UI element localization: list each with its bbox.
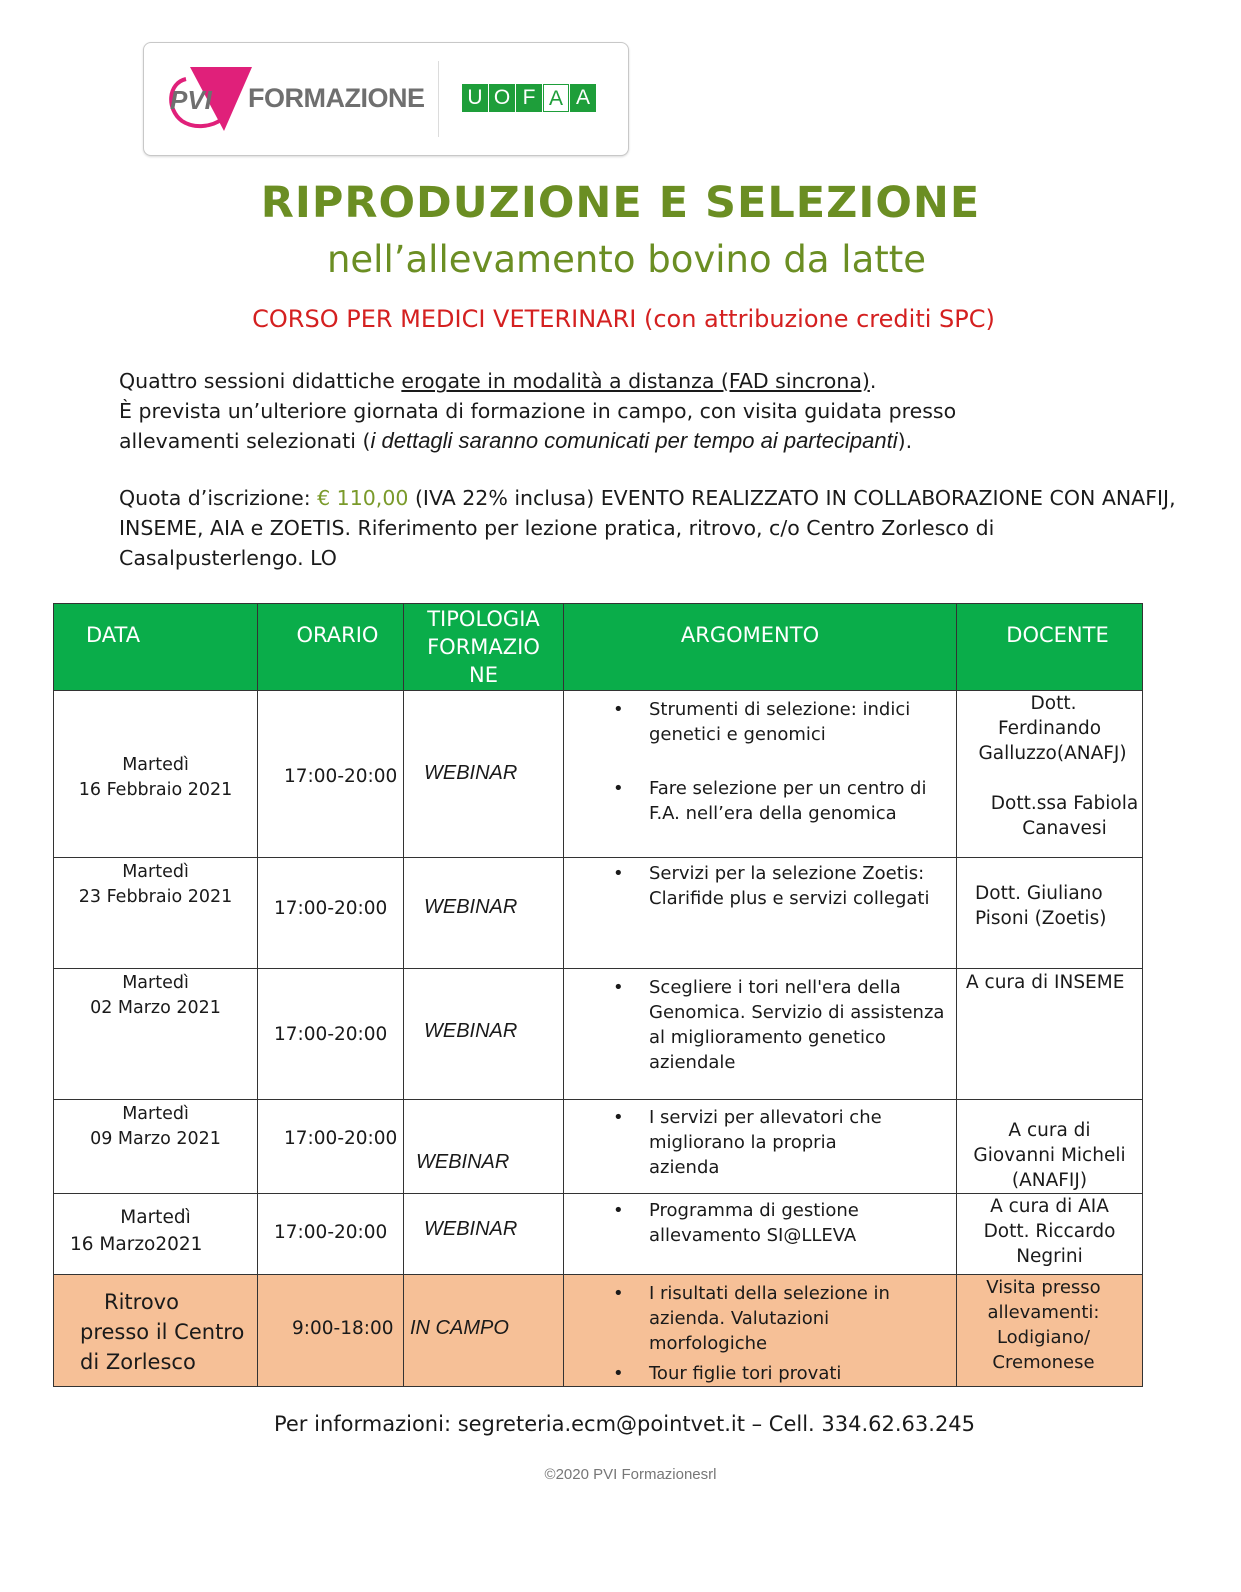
schedule-table xyxy=(53,603,1143,1387)
table-row xyxy=(54,691,1143,858)
cell-data: Martedì 09 Marzo 2021 xyxy=(54,1100,258,1194)
list-item: • Servizi per la selezione Zoetis: Clarifide plus e servizi collegati xyxy=(649,861,956,911)
cell-tipo: IN CAMPO xyxy=(404,1275,564,1387)
cell-docente: Dott. Ferdinando Galluzzo(ANAFJ) Dott.ssa Fabiola Canavesi xyxy=(957,691,1143,858)
intro-text: Quattro sessioni didattiche xyxy=(119,369,402,393)
cell-data: Martedì 16 Febbraio 2021 xyxy=(54,691,258,858)
table-row xyxy=(54,1194,1143,1275)
table-row xyxy=(54,1275,1143,1387)
cell-docente: Visita presso allevamenti: Lodigiano/ Cremonese xyxy=(957,1275,1143,1387)
quota-label: Quota d’iscrizione: xyxy=(119,486,318,510)
logo-formazione: FORMAZIONE xyxy=(248,83,425,113)
cell-tipo: WEBINAR xyxy=(404,858,564,969)
uofaa-letter: F xyxy=(516,84,542,112)
page-title: RIPRODUZIONE E SELEZIONE xyxy=(260,178,981,228)
cell-data: Martedì 23 Febbraio 2021 xyxy=(54,858,258,969)
logo-box xyxy=(143,42,629,156)
list-item: • I servizi per allevatori che migliorano la propria azienda xyxy=(649,1105,956,1180)
header-orario: ORARIO xyxy=(258,604,404,691)
intro-text: . xyxy=(869,369,877,393)
cell-argomento xyxy=(564,1100,957,1194)
contact-info: Per informazioni: segreteria.ecm@pointvet.it – Cell. 334.62.63.245 xyxy=(273,1412,976,1436)
intro-italic: i dettagli saranno comunicati per tempo ai partecipanti xyxy=(370,428,898,453)
cell-data: Martedì 16 Marzo2021 xyxy=(54,1194,258,1275)
cell-tipo: WEBINAR xyxy=(404,969,564,1100)
cell-docente: Dott. Giuliano Pisoni (Zoetis) xyxy=(957,858,1143,969)
cell-orario: 17:00-20:00 xyxy=(258,969,404,1100)
uofaa-letter: A xyxy=(543,84,569,112)
pvi-logo-icon xyxy=(164,65,254,135)
logo-divider xyxy=(438,61,439,137)
uofaa-letter: U xyxy=(462,84,488,112)
cell-orario: 17:00-20:00 xyxy=(258,1194,404,1275)
list-item: • Tour figlie tori provati xyxy=(649,1361,956,1386)
cell-orario: 9:00-18:00 xyxy=(258,1275,404,1387)
list-item: • Fare selezione per un centro di F.A. nell’era della genomica xyxy=(649,776,956,826)
intro-paragraph xyxy=(119,366,1179,456)
cell-docente: A cura di Giovanni Micheli (ANAFIJ) xyxy=(957,1100,1143,1194)
cell-data: Martedì 02 Marzo 2021 xyxy=(54,969,258,1100)
table-row xyxy=(54,1100,1143,1194)
cell-data: Ritrovo presso il Centro di Zorlesco xyxy=(54,1275,258,1387)
cell-argomento xyxy=(564,969,957,1100)
intro-underlined: erogate in modalità a distanza (FAD sincrona) xyxy=(401,369,870,393)
header-tipologia: TIPOLOGIA FORMAZIO NE xyxy=(404,604,564,691)
cell-orario: 17:00-20:00 xyxy=(258,858,404,969)
intro-text: allevamenti selezionati ( xyxy=(119,429,371,453)
table-row xyxy=(54,858,1143,969)
list-item: • Strumenti di selezione: indici genetici e genomici xyxy=(649,697,956,747)
intro-text: ). xyxy=(897,429,913,453)
cell-orario: 17:00-20:00 xyxy=(258,1100,404,1194)
intro-text: È prevista un’ulteriore giornata di formazione in campo, con visita guidata presso xyxy=(119,399,957,423)
table-row xyxy=(54,969,1143,1100)
cell-argomento xyxy=(564,858,957,969)
cell-argomento xyxy=(564,1275,957,1387)
list-item: • I risultati della selezione in azienda. Valutazioni morfologiche xyxy=(649,1281,956,1356)
uofaa-letter: A xyxy=(570,84,596,112)
header-data: DATA xyxy=(54,604,258,691)
cell-tipo: WEBINAR xyxy=(404,1100,564,1194)
cell-docente: A cura di INSEME xyxy=(957,969,1143,1100)
pvi-logo-text: PVI xyxy=(170,85,212,115)
list-item: • Programma di gestione allevamento SI@LLEVA xyxy=(649,1198,956,1248)
cell-docente: A cura di AIA Dott. Riccardo Negrini xyxy=(957,1194,1143,1275)
cell-orario: 17:00-20:00 xyxy=(258,691,404,858)
quota-paragraph xyxy=(119,483,1179,573)
header-docente: DOCENTE xyxy=(957,604,1143,691)
cell-tipo: WEBINAR xyxy=(404,1194,564,1275)
course-label: CORSO PER MEDICI VETERINARI (con attribuzione crediti SPC) xyxy=(252,305,995,333)
quota-price: € 110,00 xyxy=(317,486,409,510)
cell-tipo: WEBINAR xyxy=(404,691,564,858)
uofaa-letter: O xyxy=(489,84,515,112)
uofaa-logo xyxy=(462,84,597,112)
cell-argomento xyxy=(564,1194,957,1275)
page-subtitle: nell’allevamento bovino da latte xyxy=(326,238,927,281)
copyright: ©2020 PVI Formazionesrl xyxy=(544,1466,717,1483)
cell-argomento xyxy=(564,691,957,858)
quota-text: (IVA 22% inclusa) EVENTO REALIZZATO IN COLLABORAZIONE CON ANAFIJ, INSEME, AIA e ZOETIS. Riferimento per lezione pratica, ritrovo, c/o Centro Zorlesco di Casalpusterlengo. LO xyxy=(119,486,1176,570)
table-header-row xyxy=(54,604,1143,691)
list-item: • Scegliere i tori nell'era della Genomica. Servizio di assistenza al miglioramento genetico aziendale xyxy=(649,975,956,1075)
header-argomento: ARGOMENTO xyxy=(564,604,957,691)
